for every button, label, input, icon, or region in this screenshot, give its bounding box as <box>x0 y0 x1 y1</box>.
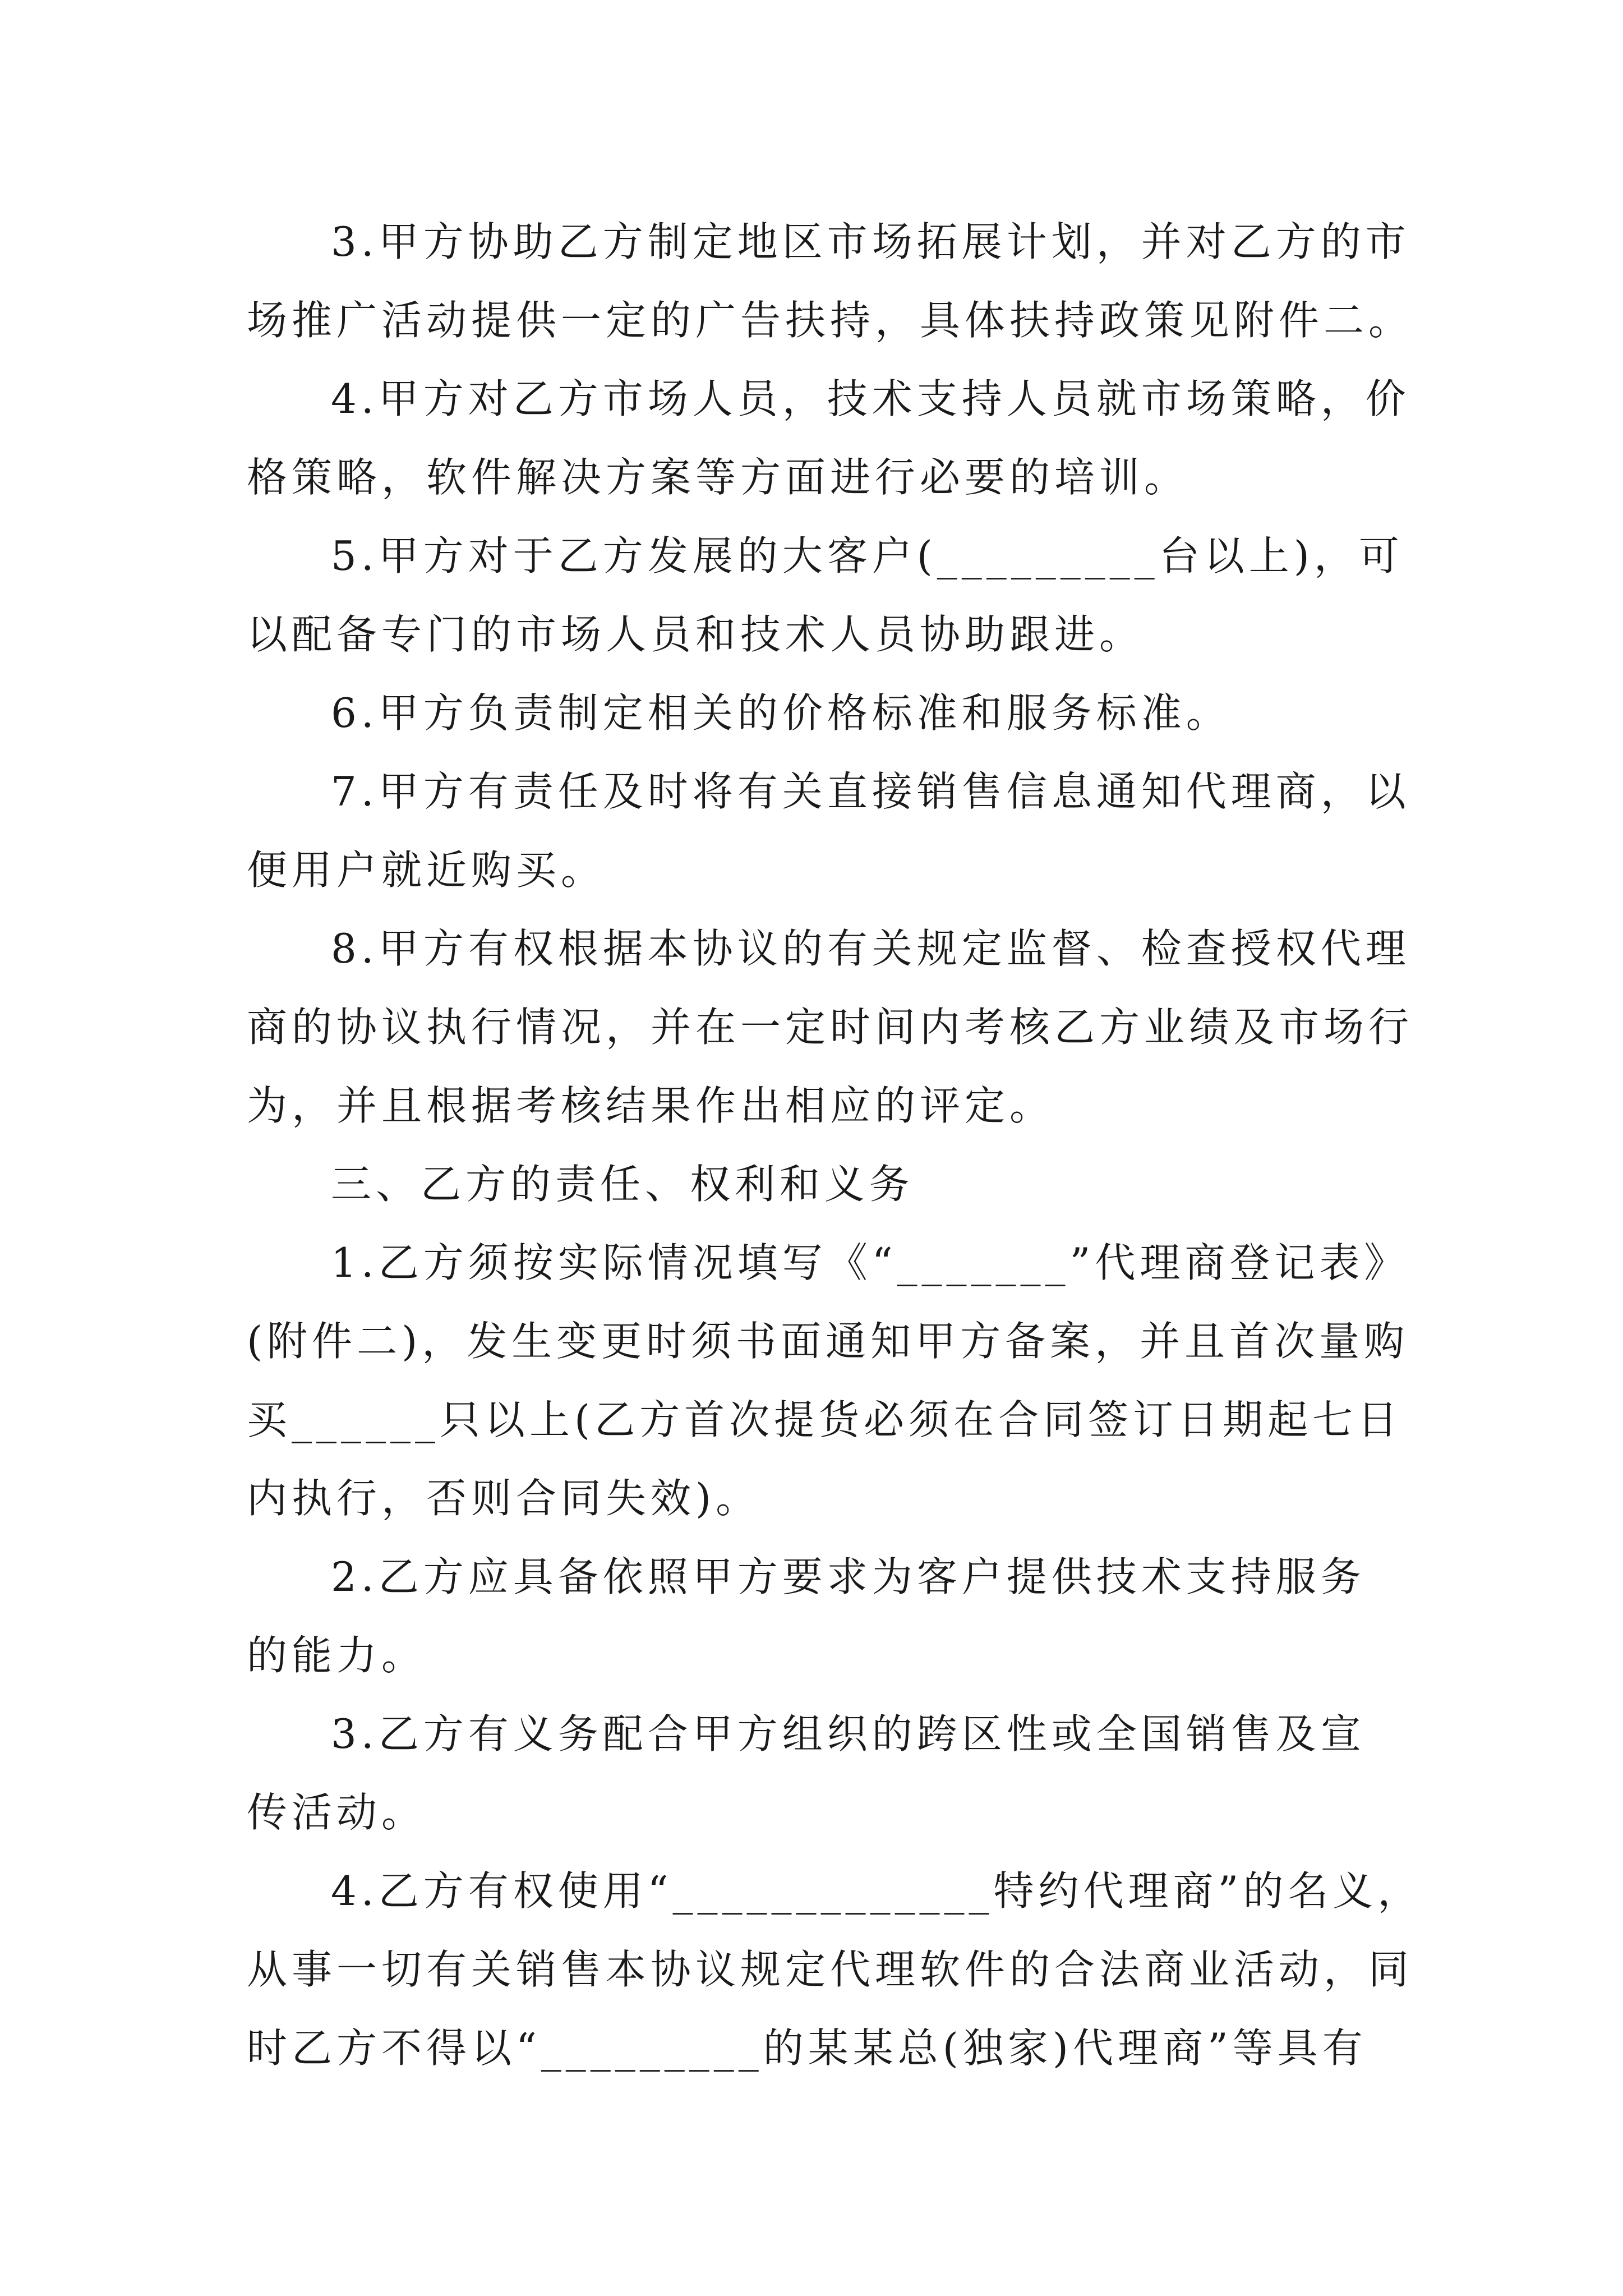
paragraph-a3-line-2: 场推广活动提供一定的广告扶持，具体扶持政策见附件二。 <box>247 297 1414 344</box>
paragraph-a8-line-1: 8.甲方有权根据本协议的有关规定监督、检查授权代理 <box>331 925 1410 972</box>
paragraph-b1-line-2: (附件二)，发生变更时须书面通知甲方备案，并且首次量购 <box>247 1318 1409 1365</box>
section-heading: 三、乙方的责任、权利和义务 <box>331 1161 915 1208</box>
paragraph-a8-line-2: 商的协议执行情况，并在一定时间内考核乙方业绩及市场行 <box>247 1004 1414 1051</box>
paragraph-a5-line-1: 5.甲方对于乙方发展的大客户(_________台以上)，可 <box>331 532 1404 579</box>
paragraph-b1-line-1: 1.乙方须按实际情况填写《“_______”代理商登记表》 <box>331 1239 1409 1286</box>
paragraph-b2-line-1: 2.乙方应具备依照甲方要求为客户提供技术支持服务 <box>331 1553 1366 1600</box>
paragraph-b2-line-2: 的能力。 <box>247 1632 427 1679</box>
paragraph-a4-line-1: 4.甲方对乙方市场人员，技术支持人员就市场策略，价 <box>331 375 1410 422</box>
paragraph-b4-line-3: 时乙方不得以“_________的某某总(独家)代理商”等具有 <box>247 2024 1367 2072</box>
paragraph-b1-line-4: 内执行，否则合同失效)。 <box>247 1475 761 1522</box>
paragraph-a6-line-1: 6.甲方负责制定相关的价格标准和服务标准。 <box>331 689 1231 737</box>
paragraph-a8-line-3: 为，并且根据考核结果作出相应的评定。 <box>247 1082 1055 1129</box>
paragraph-a4-line-2: 格策略，软件解决方案等方面进行必要的培训。 <box>247 454 1189 501</box>
paragraph-b4-line-1: 4.乙方有权使用“_____________特约代理商”的名义， <box>331 1867 1423 1915</box>
paragraph-a7-line-2: 便用户就近购买。 <box>247 846 606 894</box>
paragraph-a7-line-1: 7.甲方有责任及时将有关直接销售信息通知代理商，以 <box>331 768 1410 815</box>
paragraph-b4-line-2: 从事一切有关销售本协议规定代理软件的合法商业活动，同 <box>247 1946 1414 1993</box>
paragraph-b3-line-2: 传活动。 <box>247 1789 427 1836</box>
paragraph-b1-line-3: 买______只以上(乙方首次提货必须在合同签订日期起七日 <box>247 1396 1403 1443</box>
paragraph-a3-line-1: 3.甲方协助乙方制定地区市场拓展计划，并对乙方的市 <box>331 218 1410 265</box>
paragraph-a5-line-2: 以配备专门的市场人员和技术人员协助跟进。 <box>247 611 1145 658</box>
paragraph-b3-line-1: 3.乙方有义务配合甲方组织的跨区性或全国销售及宣 <box>331 1710 1366 1757</box>
